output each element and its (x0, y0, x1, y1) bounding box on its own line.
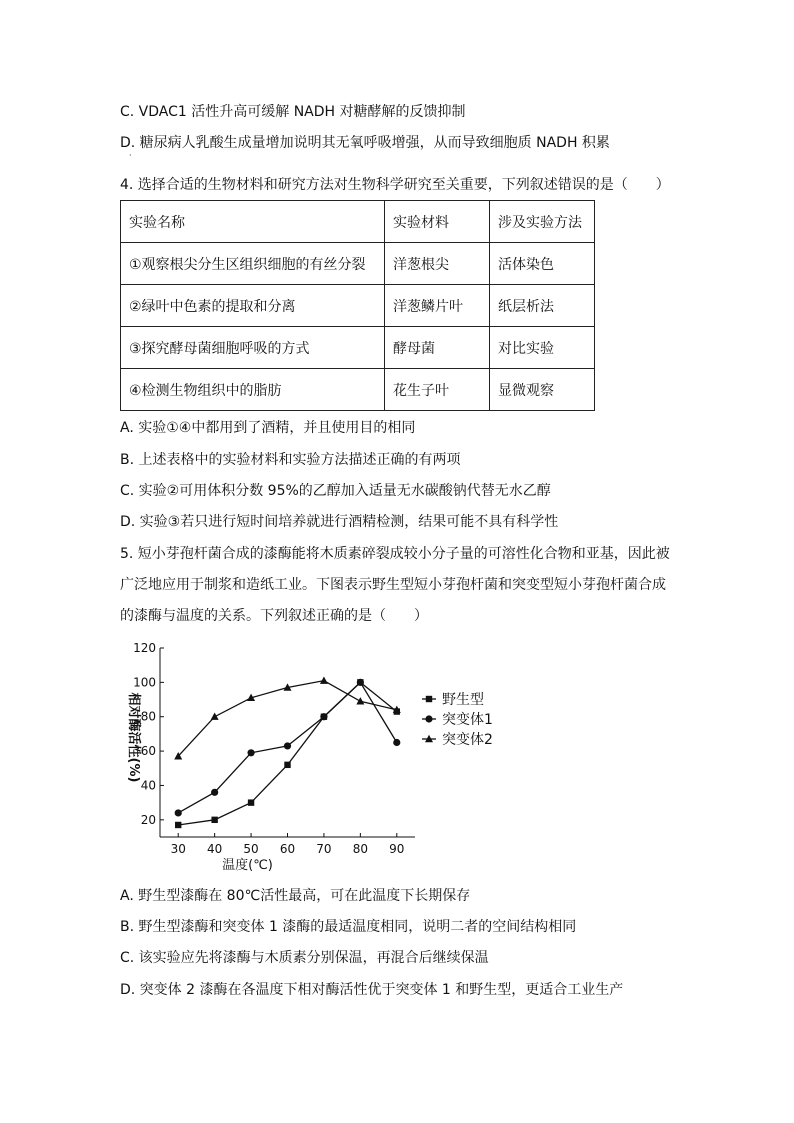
table-row (121, 369, 595, 411)
table-cell: 花生子叶 (385, 369, 490, 411)
table-cell: 显微观察 (490, 369, 595, 411)
data-point-3 (320, 676, 328, 683)
experiment-table (120, 200, 595, 411)
option-c-prev: C. VDAC1 活性升高可缓解 NADH 对糖酵解的反馈抑制 (120, 104, 466, 120)
legend-marker (426, 696, 432, 702)
question-5-option-d: D. 突变体 2 漆酶在各温度下相对酶活性优于突变体 1 和野生型，更适合工业生产 (120, 982, 624, 998)
table-cell: 对比实验 (490, 327, 595, 369)
y-tick-label: 60 (140, 744, 156, 759)
y-tick-label: 40 (140, 778, 156, 793)
y-tick-label: 80 (140, 709, 156, 724)
x-tick-label: 40 (207, 842, 223, 856)
data-point-2 (393, 739, 400, 746)
table-row (121, 327, 595, 369)
x-axis-label: 温度(℃) (222, 858, 273, 872)
table-cell: 酵母菌 (385, 327, 490, 369)
series-line-1 (178, 682, 397, 825)
x-tick-label: 90 (389, 842, 405, 856)
x-tick-label: 80 (352, 842, 368, 856)
table-header-cell: 涉及实验方法 (490, 201, 595, 243)
table-cell: ③探究酵母菌细胞呼吸的方式 (121, 327, 385, 369)
data-point-2 (175, 809, 182, 816)
y-tick-label: 100 (133, 675, 156, 690)
table-header-cell: 实验名称 (121, 201, 385, 243)
legend-label: 突变体2 (442, 732, 493, 748)
data-point-1 (211, 817, 217, 823)
question-5-stem-line-3: 的漆酶与温度的关系。下列叙述正确的是（ ） (120, 608, 428, 624)
legend-marker (425, 715, 432, 722)
question-4-stem: 4. 选择合适的生物材料和研究方法对生物科学研究至关重要，下列叙述错误的是（ ） (120, 177, 670, 193)
table-row (121, 285, 595, 327)
data-point-2 (247, 749, 254, 756)
table-row (121, 243, 595, 285)
question-5-option-b: B. 野生型漆酶和突变体 1 漆酶的最适温度相同，说明二者的空间结构相同 (120, 919, 577, 935)
legend-label: 野生型 (442, 692, 484, 708)
table-header-row (121, 201, 595, 243)
x-tick-label: 60 (279, 842, 296, 856)
x-tick-label: 30 (170, 842, 186, 856)
x-tick-label: 50 (243, 842, 259, 856)
question-4-option-c: C. 实验②可用体积分数 95%的乙醇加入适量无水碳酸钠代替无水乙醇 (120, 483, 551, 499)
question-4-option-d: D. 实验③若只进行短时间培养就进行酒精检测，结果可能不具有科学性 (120, 514, 559, 530)
table-cell: ④检测生物组织中的脂肪 (121, 369, 385, 411)
question-5-option-c: C. 该实验应先将漆酶与木质素分别保温，再混合后继续保温 (120, 950, 489, 966)
y-axis-label: 相对酶活性(%) (126, 692, 141, 783)
data-point-1 (248, 799, 254, 805)
table-cell: 纸层析法 (490, 285, 595, 327)
table-cell: 洋葱鳞片叶 (385, 285, 490, 327)
data-point-2 (211, 789, 218, 796)
question-4-option-b: B. 上述表格中的实验材料和实验方法描述正确的有两项 (120, 452, 461, 468)
question-4-option-a: A. 实验①④中都用到了酒精，并且使用目的相同 (120, 420, 416, 436)
y-tick-label: 120 (133, 641, 156, 655)
table-cell: 活体染色 (490, 243, 595, 285)
question-5-option-a: A. 野生型漆酶在 80℃活性最高，可在此温度下长期保存 (120, 888, 471, 904)
y-tick-label: 20 (140, 812, 156, 827)
question-5-stem-line-1: 5. 短小芽孢杆菌合成的漆酶能将木质素碎裂成较小分子量的可溶性化合物和亚基，因此被 (120, 546, 670, 562)
table-cell: 洋葱根尖 (385, 243, 490, 285)
data-point-3 (356, 697, 364, 704)
data-point-2 (320, 713, 327, 720)
question-5-stem-line-2: 广泛地应用于制浆和造纸工业。下图表示野生型短小芽孢杆菌和突变型短小芽孢杆菌合成 (120, 577, 666, 593)
legend-label: 突变体1 (442, 712, 493, 728)
x-tick-label: 70 (316, 842, 332, 856)
table-cell: ②绿叶中色素的提取和分离 (121, 285, 385, 327)
data-point-3 (211, 713, 219, 720)
table-cell: ①观察根尖分生区组织细胞的有丝分裂 (121, 243, 385, 285)
option-d-prev: D. 糖尿病人乳酸生成量增加说明其无氧呼吸增强，从而导致细胞质 NADH 积累 (120, 135, 610, 151)
data-point-2 (357, 679, 364, 686)
enzyme-activity-chart (110, 640, 510, 872)
data-point-1 (175, 822, 181, 828)
data-point-1 (284, 762, 290, 768)
table-header-cell: 实验材料 (385, 201, 490, 243)
stray-dot: · (129, 151, 132, 160)
data-point-2 (284, 742, 291, 749)
